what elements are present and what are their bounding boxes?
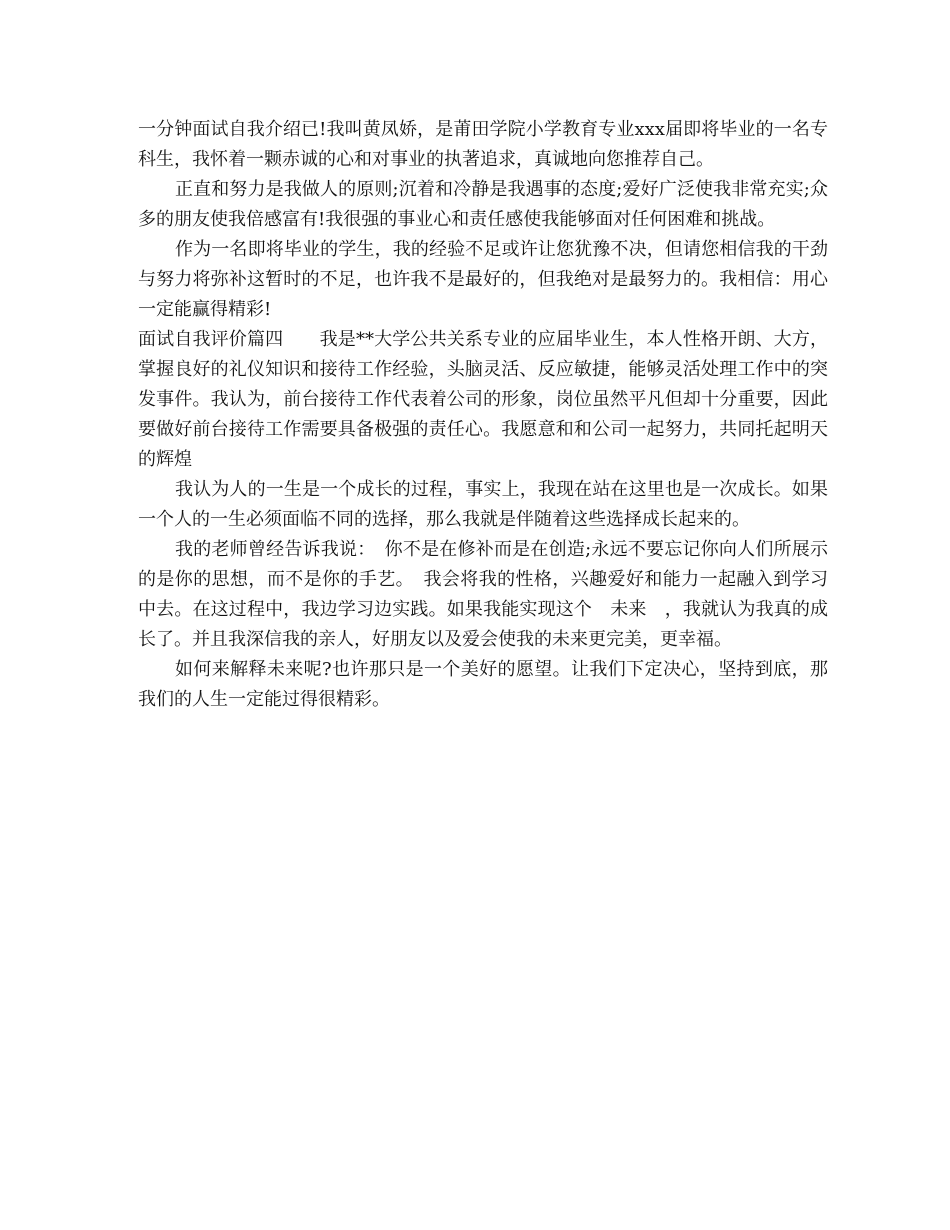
- document-body: [138, 115, 828, 715]
- paragraph-intro: 一分钟面试自我介绍已!我叫黄凤娇，是莆田学院小学教育专业xxx届即将毕业的一名专科生，我怀着一颗赤诚的心和对事业的执著追求，真诚地向您推荐自己。: [138, 119, 828, 170]
- paragraph-future: 如何来解释未来呢?也许那只是一个美好的愿望。让我们下定决心，坚持到底，那我们的人生一定能过得很精彩。: [138, 659, 828, 710]
- paragraph-teacher: 我的老师曾经告诉我说： 你不是在修补而是在创造;永远不要忘记你向人们所展示的是你的思想，而不是你的手艺。 我会将我的性格，兴趣爱好和能力一起融入到学习中去。在这过程中，我边学习边实践。如果我能实现这个 未来 ，我就认为我真的成长了。并且我深信我的亲人，好朋友以及爱会使我的未来更完美，更幸福。: [138, 539, 828, 650]
- paragraph-self-evaluation: 面试自我评价篇四 我是**大学公共关系专业的应届毕业生，本人性格开朗、大方，掌握良好的礼仪知识和接待工作经验，头脑灵活、反应敏捷，能够灵活处理工作中的突发事件。我认为，前台接待工作代表着公司的形象，岗位虽然平凡但却十分重要，因此要做好前台接待工作需要具备极强的责任心。我愿意和和公司一起努力，共同托起明天的辉煌: [138, 329, 828, 470]
- paragraph-principles: 正直和努力是我做人的原则;沉着和冷静是我遇事的态度;爱好广泛使我非常充实;众多的朋友使我倍感富有!我很强的事业心和责任感使我能够面对任何困难和挑战。: [138, 179, 828, 230]
- paragraph-experience: 作为一名即将毕业的学生，我的经验不足或许让您犹豫不决，但请您相信我的干劲与努力将弥补这暂时的不足，也许我不是最好的，但我绝对是最努力的。我相信：用心一定能赢得精彩!: [138, 239, 828, 320]
- paragraph-growth: 我认为人的一生是一个成长的过程，事实上，我现在站在这里也是一次成长。如果一个人的一生必须面临不同的选择，那么我就是伴随着这些选择成长起来的。: [138, 479, 828, 530]
